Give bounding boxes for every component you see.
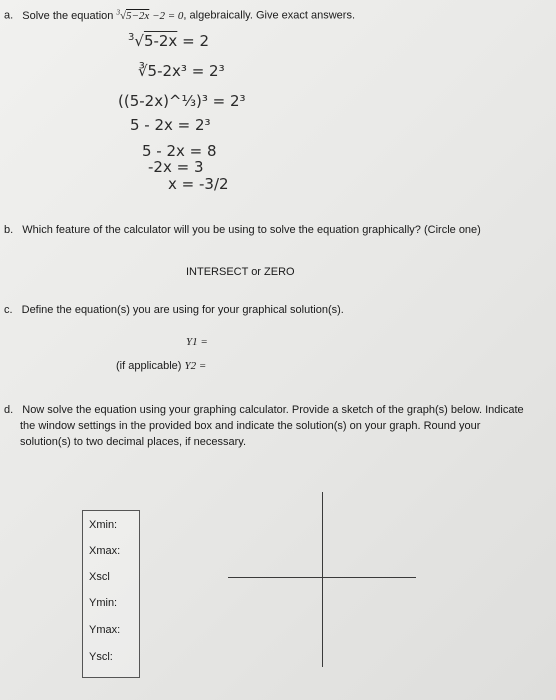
question-d — [4, 404, 524, 416]
question-a-prefix: Solve the equation — [22, 9, 114, 22]
work-line-1-index: 3 — [128, 32, 135, 43]
work-line-3: ((5-2x)^⅓)³ = 2³ — [118, 92, 246, 110]
question-c — [4, 304, 344, 316]
question-a-letter: a. — [4, 9, 14, 22]
yscl-label: Yscl: — [89, 651, 113, 663]
work-line-1-rest: = 2 — [182, 32, 209, 50]
window-settings-box — [82, 510, 140, 678]
question-b-letter: b. — [4, 224, 14, 236]
work-line-2: ∛5-2x³ = 2³ — [138, 62, 225, 80]
radical-sign: √ — [119, 9, 126, 22]
equation-expression — [116, 10, 183, 22]
work-line-1: $^3$√5-2x = 2 — [128, 32, 209, 50]
question-d-line-2: the window settings in the provided box and indicate the solution(s) on your graph. Round your — [20, 420, 481, 432]
radical-index: 3 — [116, 8, 120, 16]
work-line-6: -2x = 3 — [148, 158, 204, 176]
question-d-letter: d. — [4, 404, 14, 416]
question-a — [4, 8, 355, 22]
work-line-7: x = -3/2 — [168, 175, 229, 193]
xmin-label: Xmin: — [89, 519, 118, 531]
question-b — [4, 224, 481, 236]
answer-options: INTERSECT or ZERO — [186, 266, 295, 278]
question-d-line-3: solution(s) to two decimal places, if necessary. — [20, 436, 246, 448]
ymin-label: Ymin: — [89, 597, 118, 609]
y1-label: Y1 = — [186, 336, 208, 348]
question-c-text: Define the equation(s) you are using for your graphical solution(s). — [21, 304, 344, 316]
question-b-text: Which feature of the calculator will you be using to solve the equation graphically? (Circle one) — [22, 224, 481, 236]
question-a-suffix: , algebraically. Give exact answers. — [183, 9, 356, 22]
y2-prefix: (if applicable) — [116, 360, 182, 372]
xscl-label: Xscl — [89, 571, 110, 583]
work-line-5: 5 - 2x = 8 — [142, 142, 217, 160]
equation-rest: −2 = 0 — [152, 9, 184, 22]
work-line-1-radicand: 5-2x — [143, 32, 178, 50]
ymax-label: Ymax: — [89, 624, 121, 636]
y-axis — [322, 492, 323, 667]
x-axis — [228, 577, 416, 578]
xmax-label: Xmax: — [89, 545, 121, 557]
question-c-letter: c. — [4, 304, 13, 316]
y2-label: Y2 = — [184, 360, 207, 372]
work-line-4: 5 - 2x = 2³ — [130, 116, 211, 134]
radicand: 5−2x — [126, 9, 150, 22]
question-d-line-1: Now solve the equation using your graphing calculator. Provide a sketch of the graph(s) below. Indicate — [22, 404, 524, 416]
y2-line — [116, 360, 206, 372]
